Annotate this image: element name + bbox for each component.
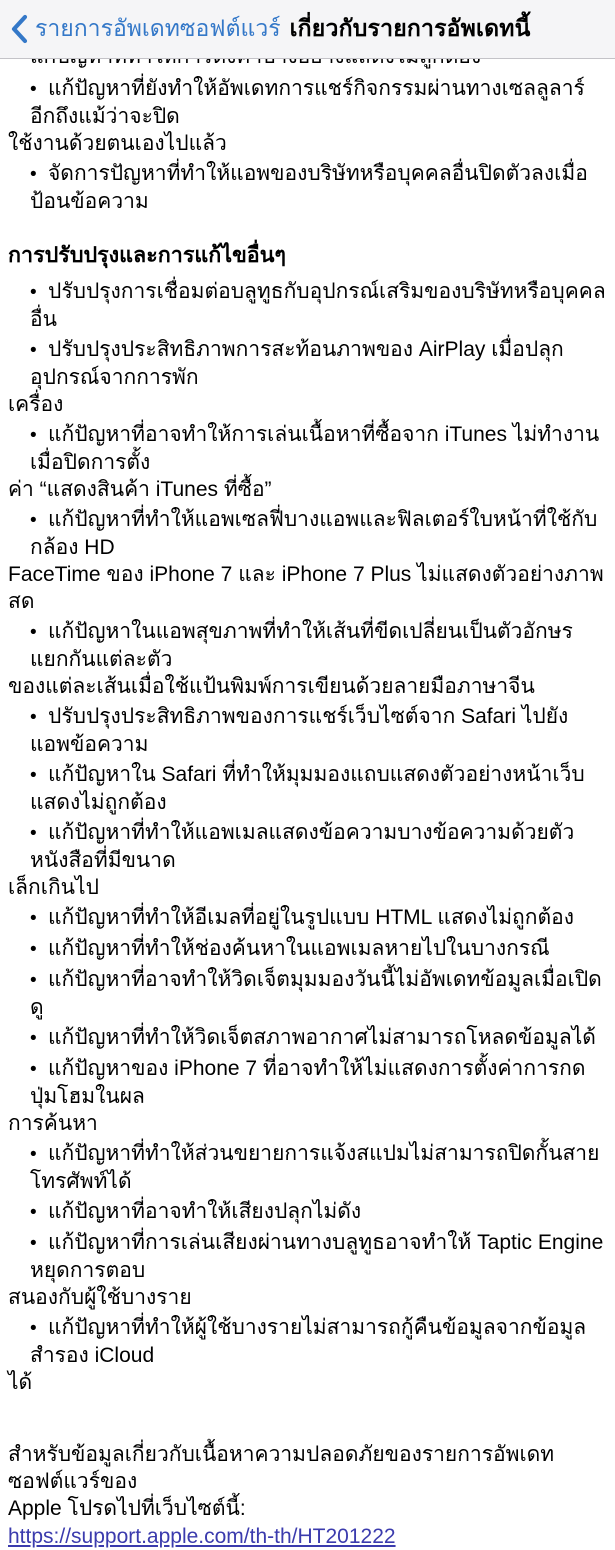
bullet-line-first (8, 1314, 607, 1369)
bullet-item (8, 421, 607, 503)
bullet-dot-icon: • (30, 79, 37, 100)
bullet-line-first (8, 618, 607, 673)
bullet-line-first (8, 935, 607, 963)
bullet-dot-icon: • (30, 622, 37, 643)
bullet-line-first (8, 819, 607, 874)
bullet-text: แก้ปัญหาที่ทำให้แอพเมลแสดงข้อความบางข้อความด้วยตัวหนังสือที่มีขนาด (30, 821, 575, 872)
bullet-line-first (8, 904, 607, 932)
bullet-text: แก้ปัญหาในแอพสุขภาพที่ทำให้เส้นที่ขีดเปลี่ยนเป็นตัวอักษรแยกกันแต่ละตัว (30, 620, 573, 671)
bullet-text: จัดการปัญหาที่ทำให้แอพของบริษัทหรือบุคคลอื่นปิดตัวลงเมื่อป้อนข้อความ (30, 162, 588, 213)
bullet-dot-icon: • (30, 510, 37, 531)
bullet-item (8, 1024, 607, 1052)
bullet-dot-icon: • (30, 282, 37, 303)
bullet-line-continuation (8, 1284, 607, 1311)
bullet-text: ได้ (8, 1371, 33, 1394)
bullet-item (8, 1229, 607, 1311)
bullet-text: แก้ปัญหาของ iPhone 7 ที่อาจทำให้ไม่แสดงการตั้งค่าการกดปุ่มโฮมในผล (30, 1057, 586, 1108)
bullet-dot-icon: • (30, 1028, 37, 1049)
bullet-line-first (8, 336, 607, 391)
bullet-dot-icon: • (30, 1202, 37, 1223)
bullet-item (8, 761, 607, 816)
page-title: เกี่ยวกับรายการอัพเดทนี้ (289, 15, 531, 41)
bullet-item (8, 336, 607, 418)
back-button-label[interactable]: รายการอัพเดทซอฟต์แวร์ (35, 15, 281, 41)
bullet-line-first (8, 1229, 607, 1284)
bullet-text: การค้นหา (8, 1112, 98, 1135)
bullet-dot-icon: • (30, 765, 37, 786)
bullet-dot-icon: • (30, 425, 37, 446)
bullet-item (8, 160, 607, 215)
bullet-text: แก้ปัญหาที่ทำให้ผู้ใช้บางรายไม่สามารถกู้คืนข้อมูลจากข้อมูลสำรอง iCloud (30, 1316, 587, 1367)
security-note (8, 1441, 607, 1550)
bullet-line-first (8, 966, 607, 1021)
bullet-text: แก้ปัญหาที่อาจทำให้วิดเจ็ตมุมมองวันนี้ไม่อัพเดทข้อมูลเมื่อเปิดดู (30, 968, 602, 1019)
bullet-item (8, 819, 607, 901)
bullet-dot-icon: • (30, 707, 37, 728)
bullet-item (8, 1314, 607, 1396)
bullet-text: สนองกับผู้ใช้บางราย (8, 1286, 192, 1309)
back-button[interactable] (10, 11, 281, 47)
bullet-item (8, 703, 607, 758)
bullet-text: แก้ปัญหาที่การเล่นเสียงผ่านทางบลูทูธอาจทำให้ Taptic Engine หยุดการตอบ (30, 1231, 604, 1282)
bullet-text: แก้ปัญหาใน Safari ที่ทำให้มุมมองแถบแสดงตัวอย่างหน้าเว็บแสดงไม่ถูกต้อง (30, 763, 585, 814)
bullet-text: ปรับปรุงประสิทธิภาพของการแชร์เว็บไซต์จาก Safari ไปยังแอพข้อความ (30, 705, 569, 756)
bullet-item (8, 1140, 607, 1195)
update-notes (0, 75, 615, 1396)
bullet-line-continuation (8, 561, 607, 615)
bullet-item (8, 1198, 607, 1226)
security-note-line-1: สำหรับข้อมูลเกี่ยวกับเนื้อหาความปลอดภัยของรายการอัพเดทซอฟต์แวร์ของ (8, 1443, 555, 1493)
bullet-line-first (8, 703, 607, 758)
bullet-dot-icon: • (30, 908, 37, 929)
bullet-item (8, 75, 607, 157)
bullet-text: แก้ปัญหาที่อาจทำให้เสียงปลุกไม่ดัง (48, 1200, 362, 1223)
bullet-dot-icon: • (30, 939, 37, 960)
bullet-item (8, 966, 607, 1021)
bullet-text: แก้ปัญหาที่ทำให้ส่วนขยายการแจ้งสแปมไม่สามารถปิดกั้นสายโทรศัพท์ได้ (30, 1142, 600, 1193)
bullet-text: ค่า “แสดงสินค้า iTunes ที่ซื้อ” (8, 478, 272, 501)
bullet-dot-icon: • (30, 823, 37, 844)
bullet-item (8, 935, 607, 963)
bullet-item (8, 904, 607, 932)
bullet-line-continuation (8, 874, 607, 901)
section-heading: การปรับปรุงและการแก้ไขอื่นๆ (8, 243, 286, 267)
bullet-item (8, 506, 607, 615)
scroll-content[interactable] (0, 60, 615, 1550)
bullet-line-continuation (8, 673, 607, 700)
bullet-dot-icon: • (30, 1233, 37, 1254)
security-note-line-2: Apple โปรดไปที่เว็บไซต์นี้: (8, 1497, 246, 1520)
bullet-line-first (8, 160, 607, 215)
bullet-line-first (8, 1140, 607, 1195)
bullet-line-first (8, 1055, 607, 1110)
bullet-item (8, 278, 607, 333)
bullet-line-continuation (8, 476, 607, 503)
support-link[interactable]: https://support.apple.com/th-th/HT201222 (8, 1525, 396, 1548)
bullet-line-continuation (8, 1110, 607, 1137)
bullet-dot-icon: • (30, 970, 37, 991)
bullet-text: แก้ปัญหาที่ทำให้วิดเจ็ตสภาพอากาศไม่สามารถโหลดข้อมูลได้ (48, 1026, 596, 1049)
bullet-text: ของแต่ละเส้นเมื่อใช้แป้นพิมพ์การเขียนด้วยลายมือภาษาจีน (8, 675, 535, 698)
bullet-text: FaceTime ของ iPhone 7 และ iPhone 7 Plus ไม่แสดงตัวอย่างภาพสด (8, 563, 604, 613)
bullet-text: แก้ปัญหาที่ทำให้ช่องค้นหาในแอพเมลหายไปในบางกรณี (48, 937, 550, 960)
bullet-text: แก้ปัญหาที่ทำให้อีเมลที่อยู่ในรูปแบบ HTML แสดงไม่ถูกต้อง (48, 906, 574, 929)
bullet-text: ใช้งานด้วยตนเองไปแล้ว (8, 132, 227, 155)
bullet-dot-icon: • (30, 340, 37, 361)
clipped-previous-line (8, 60, 607, 71)
bullet-line-first (8, 75, 607, 130)
bullet-text: ปรับปรุงประสิทธิภาพการสะท้อนภาพของ AirPlay เมื่อปลุกอุปกรณ์จากการพัก (30, 338, 564, 389)
chevron-left-icon (10, 14, 28, 44)
bullet-line-first (8, 1198, 607, 1226)
bullet-line-first (8, 1024, 607, 1052)
bullet-line-continuation (8, 1369, 607, 1396)
bullet-item (8, 618, 607, 700)
bullet-dot-icon: • (30, 164, 37, 185)
bullet-dot-icon: • (30, 1059, 37, 1080)
bullet-line-first (8, 761, 607, 816)
bullet-text: แก้ปัญหาที่อาจทำให้การเล่นเนื้อหาที่ซื้อจาก iTunes ไม่ทำงานเมื่อปิดการตั้ง (30, 423, 600, 474)
bullet-text: ปรับปรุงการเชื่อมต่อบลูทูธกับอุปกรณ์เสริมของบริษัทหรือบุคคลอื่น (30, 280, 606, 331)
bullet-dot-icon: • (30, 1144, 37, 1165)
bullet-line-first (8, 421, 607, 476)
bullet-text: เครื่อง (8, 393, 64, 416)
bullet-line-continuation (8, 130, 607, 157)
bullet-line-first (8, 506, 607, 561)
bullet-dot-icon: • (30, 1318, 37, 1339)
bullet-line-first (8, 278, 607, 333)
navigation-bar (0, 0, 615, 59)
bullet-text: เล็กเกินไป (8, 876, 99, 899)
bullet-line-continuation (8, 391, 607, 418)
bullet-item (8, 1055, 607, 1137)
bullet-text: แก้ปัญหาที่ทำให้แอพเซลฟี่บางแอพและฟิลเตอร์ใบหน้าที่ใช้กับกล้อง HD (30, 508, 598, 559)
bullet-text: แก้ปัญหาที่ยังทำให้อัพเดทการแชร์กิจกรรมผ่านทางเซลลูลาร์อีกถึงแม้ว่าจะปิด (30, 77, 585, 128)
